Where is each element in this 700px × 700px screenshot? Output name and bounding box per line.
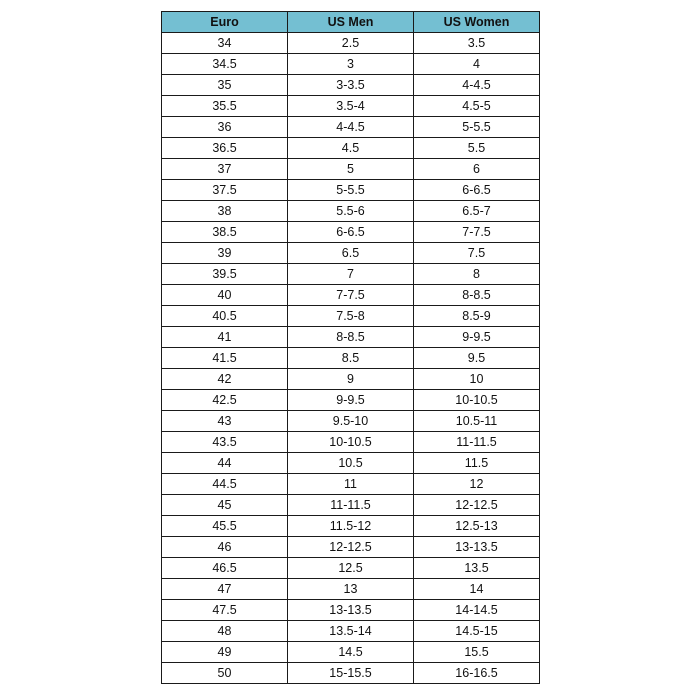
table-row xyxy=(162,264,540,285)
cell-us-men: 9 xyxy=(288,369,414,390)
table-row xyxy=(162,474,540,495)
cell-us-women: 13.5 xyxy=(414,558,540,579)
cell-euro: 50 xyxy=(162,663,288,684)
cell-us-women: 12 xyxy=(414,474,540,495)
cell-euro: 39 xyxy=(162,243,288,264)
cell-euro: 47.5 xyxy=(162,600,288,621)
cell-euro: 36.5 xyxy=(162,138,288,159)
cell-us-women: 3.5 xyxy=(414,33,540,54)
cell-us-men: 14.5 xyxy=(288,642,414,663)
cell-us-women: 14.5-15 xyxy=(414,621,540,642)
cell-us-men: 8.5 xyxy=(288,348,414,369)
cell-us-women: 8-8.5 xyxy=(414,285,540,306)
cell-us-women: 10.5-11 xyxy=(414,411,540,432)
cell-us-men: 12-12.5 xyxy=(288,537,414,558)
table-body xyxy=(162,33,540,684)
cell-us-women: 7.5 xyxy=(414,243,540,264)
cell-euro: 49 xyxy=(162,642,288,663)
table-row xyxy=(162,138,540,159)
cell-us-men: 9-9.5 xyxy=(288,390,414,411)
cell-euro: 46.5 xyxy=(162,558,288,579)
cell-us-men: 7-7.5 xyxy=(288,285,414,306)
table-row xyxy=(162,516,540,537)
cell-us-men: 13.5-14 xyxy=(288,621,414,642)
cell-us-men: 6.5 xyxy=(288,243,414,264)
cell-euro: 39.5 xyxy=(162,264,288,285)
cell-us-women: 9-9.5 xyxy=(414,327,540,348)
cell-euro: 42 xyxy=(162,369,288,390)
table-row xyxy=(162,579,540,600)
table-row xyxy=(162,348,540,369)
cell-us-women: 4-4.5 xyxy=(414,75,540,96)
cell-us-women: 11.5 xyxy=(414,453,540,474)
cell-us-men: 11.5-12 xyxy=(288,516,414,537)
cell-us-men: 5-5.5 xyxy=(288,180,414,201)
cell-us-men: 6-6.5 xyxy=(288,222,414,243)
cell-euro: 45 xyxy=(162,495,288,516)
table-row xyxy=(162,54,540,75)
table-row xyxy=(162,369,540,390)
cell-euro: 40.5 xyxy=(162,306,288,327)
cell-us-women: 14-14.5 xyxy=(414,600,540,621)
cell-us-men: 3 xyxy=(288,54,414,75)
cell-us-women: 5-5.5 xyxy=(414,117,540,138)
cell-us-women: 8.5-9 xyxy=(414,306,540,327)
table-row xyxy=(162,558,540,579)
cell-us-women: 6-6.5 xyxy=(414,180,540,201)
cell-us-men: 9.5-10 xyxy=(288,411,414,432)
cell-us-women: 15.5 xyxy=(414,642,540,663)
cell-us-women: 9.5 xyxy=(414,348,540,369)
cell-euro: 37 xyxy=(162,159,288,180)
table-row xyxy=(162,453,540,474)
cell-euro: 35.5 xyxy=(162,96,288,117)
cell-us-women: 16-16.5 xyxy=(414,663,540,684)
cell-us-men: 7 xyxy=(288,264,414,285)
table-row xyxy=(162,285,540,306)
header-us-men: US Men xyxy=(288,12,414,33)
header-euro: Euro xyxy=(162,12,288,33)
table-row xyxy=(162,33,540,54)
cell-us-men: 10-10.5 xyxy=(288,432,414,453)
header-row xyxy=(162,12,540,33)
cell-euro: 41 xyxy=(162,327,288,348)
cell-euro: 47 xyxy=(162,579,288,600)
cell-us-women: 4 xyxy=(414,54,540,75)
cell-us-women: 10 xyxy=(414,369,540,390)
table-row xyxy=(162,327,540,348)
cell-euro: 46 xyxy=(162,537,288,558)
table-row xyxy=(162,159,540,180)
cell-euro: 34 xyxy=(162,33,288,54)
cell-us-women: 14 xyxy=(414,579,540,600)
table-row xyxy=(162,432,540,453)
header-us-women: US Women xyxy=(414,12,540,33)
cell-us-men: 4.5 xyxy=(288,138,414,159)
cell-us-men: 15-15.5 xyxy=(288,663,414,684)
cell-us-women: 4.5-5 xyxy=(414,96,540,117)
cell-us-men: 3-3.5 xyxy=(288,75,414,96)
table-row xyxy=(162,222,540,243)
cell-us-men: 7.5-8 xyxy=(288,306,414,327)
cell-us-men: 3.5-4 xyxy=(288,96,414,117)
cell-us-men: 2.5 xyxy=(288,33,414,54)
cell-us-women: 8 xyxy=(414,264,540,285)
cell-euro: 34.5 xyxy=(162,54,288,75)
cell-euro: 42.5 xyxy=(162,390,288,411)
cell-euro: 40 xyxy=(162,285,288,306)
table-row xyxy=(162,201,540,222)
cell-euro: 35 xyxy=(162,75,288,96)
cell-euro: 38 xyxy=(162,201,288,222)
table-row xyxy=(162,600,540,621)
table-row xyxy=(162,390,540,411)
cell-us-women: 12.5-13 xyxy=(414,516,540,537)
cell-euro: 41.5 xyxy=(162,348,288,369)
table-header xyxy=(162,12,540,33)
cell-us-men: 12.5 xyxy=(288,558,414,579)
size-conversion-table xyxy=(161,11,540,684)
cell-euro: 37.5 xyxy=(162,180,288,201)
table-row xyxy=(162,621,540,642)
cell-euro: 43.5 xyxy=(162,432,288,453)
cell-us-men: 13-13.5 xyxy=(288,600,414,621)
cell-us-men: 4-4.5 xyxy=(288,117,414,138)
table-row xyxy=(162,642,540,663)
cell-us-women: 6 xyxy=(414,159,540,180)
cell-us-men: 5.5-6 xyxy=(288,201,414,222)
cell-us-women: 11-11.5 xyxy=(414,432,540,453)
table-row xyxy=(162,96,540,117)
cell-euro: 44 xyxy=(162,453,288,474)
cell-us-women: 12-12.5 xyxy=(414,495,540,516)
cell-us-men: 5 xyxy=(288,159,414,180)
table-row xyxy=(162,117,540,138)
cell-us-men: 8-8.5 xyxy=(288,327,414,348)
cell-euro: 45.5 xyxy=(162,516,288,537)
cell-euro: 44.5 xyxy=(162,474,288,495)
cell-us-men: 11 xyxy=(288,474,414,495)
table-row xyxy=(162,75,540,96)
table-row xyxy=(162,537,540,558)
table-row xyxy=(162,663,540,684)
cell-us-women: 13-13.5 xyxy=(414,537,540,558)
table-row xyxy=(162,243,540,264)
cell-euro: 48 xyxy=(162,621,288,642)
table-row xyxy=(162,495,540,516)
cell-us-men: 11-11.5 xyxy=(288,495,414,516)
cell-euro: 43 xyxy=(162,411,288,432)
cell-us-women: 10-10.5 xyxy=(414,390,540,411)
cell-us-men: 13 xyxy=(288,579,414,600)
table-row xyxy=(162,306,540,327)
table-row xyxy=(162,411,540,432)
cell-euro: 38.5 xyxy=(162,222,288,243)
cell-us-women: 7-7.5 xyxy=(414,222,540,243)
cell-us-men: 10.5 xyxy=(288,453,414,474)
cell-us-women: 6.5-7 xyxy=(414,201,540,222)
table-row xyxy=(162,180,540,201)
cell-us-women: 5.5 xyxy=(414,138,540,159)
cell-euro: 36 xyxy=(162,117,288,138)
